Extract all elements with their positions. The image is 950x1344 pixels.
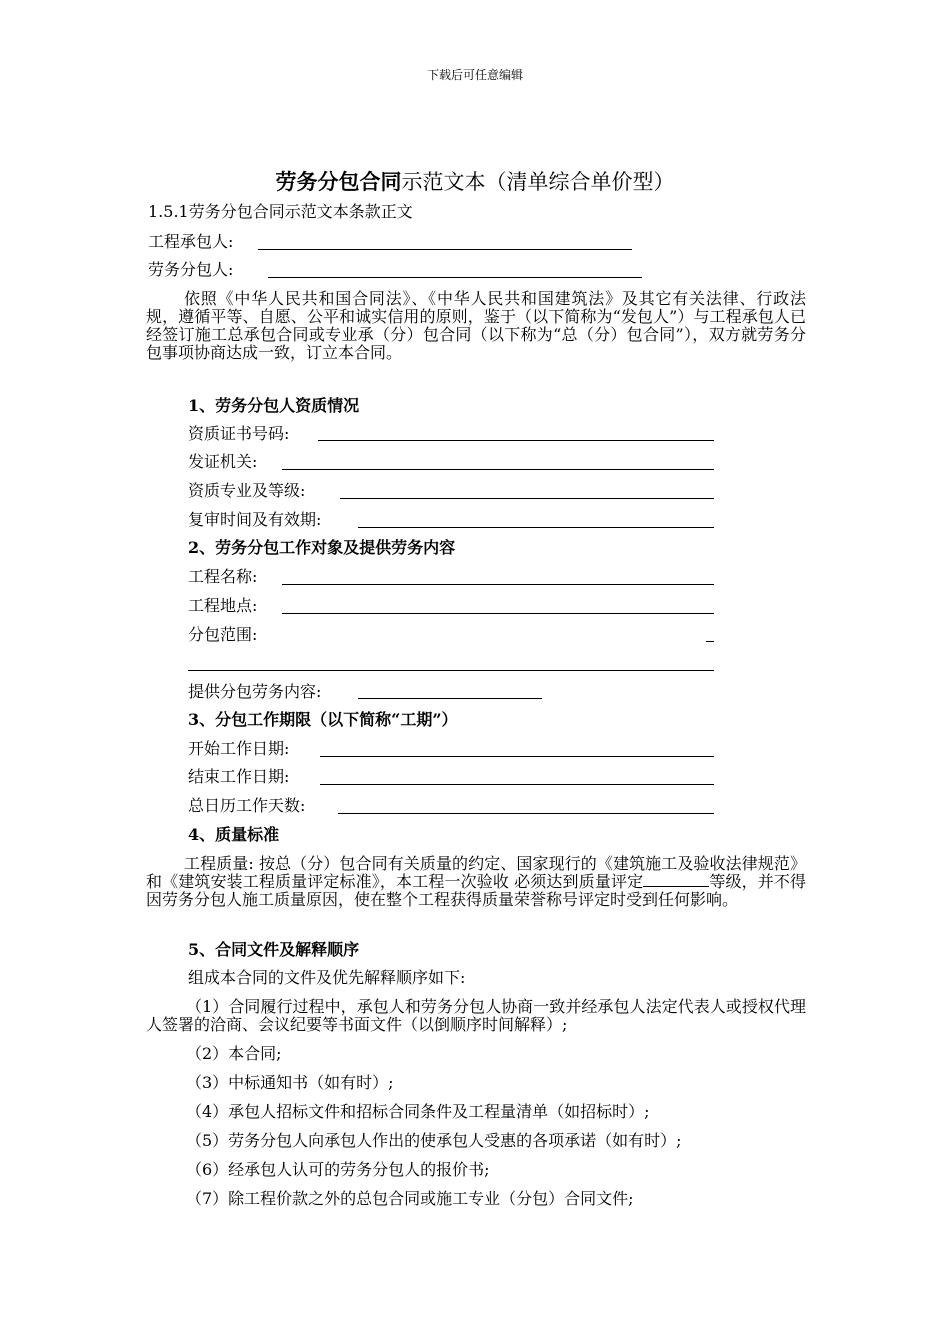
section-5-heading: 5、合同文件及解释顺序 — [188, 940, 360, 959]
quality-text-b: 等级，并不得因劳务分包人施工质量原因，使在整个工程获得质量荣誉称号评定时受到任何影响。 — [146, 872, 806, 909]
section-3-heading: 3、分包工作期限（以下简称“工期”） — [188, 710, 458, 729]
document-title — [0, 166, 950, 196]
major-field[interactable] — [340, 498, 714, 499]
quality-grade-field[interactable] — [643, 874, 709, 887]
scope-label: 分包范围: — [188, 625, 258, 644]
page-header: 下载后可任意编辑 — [426, 68, 523, 82]
order-item: （5）劳务分包人向承包人作出的使承包人受惠的各项承诺（如有时）; — [186, 1131, 682, 1150]
subcontractor-label: 劳务分包人: — [148, 260, 234, 279]
intro-paragraph: 依照《中华人民共和国合同法》、《中华人民共和国建筑法》及其它有关法律、行政法规，遵循平等、自愿、公平和诚实信用的原则，鉴于（以下简称为“发包人”）与工程承包人已经签订施工总承包合同或专业承（分）包合同（以下称为“总（分）包合同”），双方就劳务分包事项协商达成一致，订立本合同。 — [146, 289, 806, 362]
end-date-field[interactable] — [320, 784, 714, 785]
contractor-label: 工程承包人: — [148, 232, 234, 251]
content-field[interactable] — [358, 698, 542, 699]
quality-paragraph — [146, 855, 806, 909]
subcontractor-field[interactable] — [268, 277, 642, 278]
quality-text-a: 工程质量: 按总（分）包合同有关质量的约定、国家现行的《建筑施工及验收法律规范》和《建筑安装工程质量评定标准》，本工程一次验收 必须达到质量评定 — [146, 854, 806, 891]
subtitle: 1.5.1劳务分包合同示范文本条款正文 — [148, 202, 413, 221]
end-date-label: 结束工作日期: — [188, 767, 290, 786]
order-item: （3）中标通知书（如有时）; — [186, 1073, 394, 1092]
order-item: （1）合同履行过程中，承包人和劳务分包人协商一致并经承包人法定代表人或授权代理人签署的洽商、会议纪要等书面文件（以倒顺序时间解释）; — [146, 997, 806, 1034]
order-item: （6）经承包人认可的劳务分包人的报价书; — [186, 1160, 490, 1179]
title-bold: 劳务分包合同 — [275, 169, 402, 194]
cert-field[interactable] — [318, 440, 714, 441]
section-4-heading: 4、质量标准 — [188, 825, 280, 844]
major-label: 资质专业及等级: — [188, 481, 306, 500]
section-1-heading: 1、劳务分包人资质情况 — [188, 396, 360, 415]
project-name-field[interactable] — [282, 584, 714, 585]
issuer-field[interactable] — [282, 469, 714, 470]
order-item: （7）除工程价款之外的总包合同或施工专业（分包）合同文件; — [186, 1189, 634, 1208]
days-field[interactable] — [338, 813, 714, 814]
order-item: （2）本合同; — [186, 1044, 282, 1063]
review-field[interactable] — [358, 527, 714, 528]
start-date-field[interactable] — [320, 756, 714, 757]
project-place-label: 工程地点: — [188, 596, 258, 615]
title-rest: 示范文本（清单综合单价型） — [401, 170, 675, 194]
issuer-label: 发证机关: — [188, 452, 258, 471]
order-intro: 组成本合同的文件及优先解释顺序如下: — [188, 968, 466, 987]
contractor-field[interactable] — [258, 249, 632, 250]
content-label: 提供分包劳务内容: — [188, 682, 322, 701]
order-item: （4）承包人招标文件和招标合同条件及工程量清单（如招标时）; — [186, 1102, 650, 1121]
section-2-heading: 2、劳务分包工作对象及提供劳务内容 — [188, 538, 456, 557]
review-label: 复审时间及有效期: — [188, 510, 322, 529]
start-date-label: 开始工作日期: — [188, 739, 290, 758]
project-place-field[interactable] — [282, 613, 714, 614]
scope-field-end — [706, 641, 714, 642]
days-label: 总日历工作天数: — [188, 796, 306, 815]
cert-label: 资质证书号码: — [188, 424, 290, 443]
project-name-label: 工程名称: — [188, 567, 258, 586]
scope-field[interactable] — [188, 670, 714, 671]
